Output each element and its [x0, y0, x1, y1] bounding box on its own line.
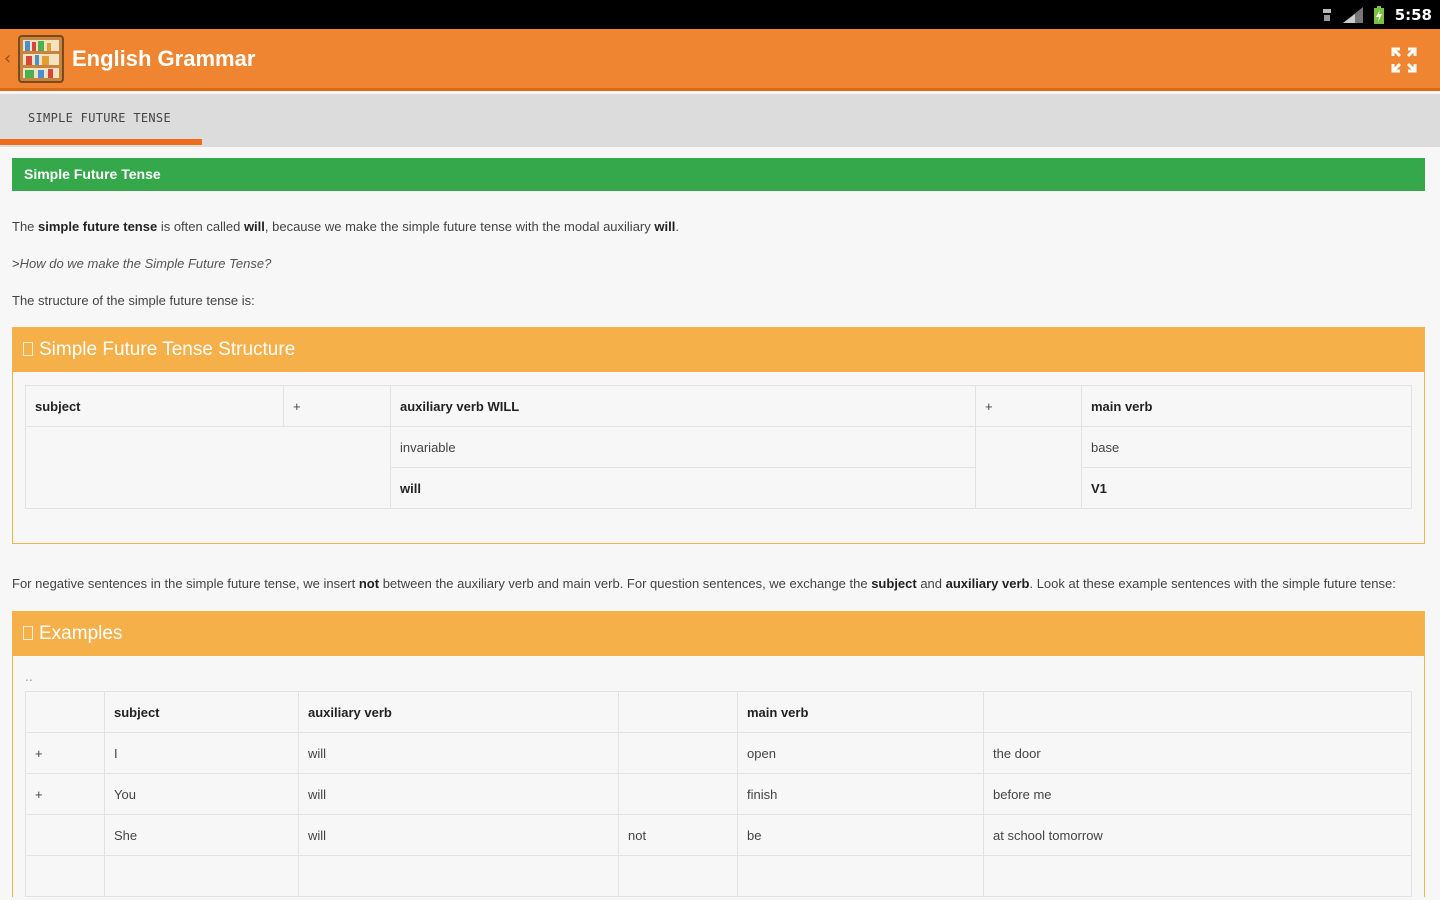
status-bar	[0, 0, 1440, 29]
table-cell: at school tomorrow	[984, 815, 1412, 856]
app-title: English Grammar	[72, 45, 256, 71]
table-cell	[619, 856, 738, 897]
table-row	[26, 774, 1412, 815]
examples-panel-header: Examples	[13, 612, 1424, 656]
examples-table	[25, 691, 1412, 897]
structure-intro: The structure of the simple future tense is:	[12, 293, 255, 308]
table-cell	[984, 692, 1412, 733]
table-cell: +	[284, 386, 391, 427]
table-cell: will	[391, 468, 976, 509]
box-icon	[23, 626, 33, 640]
table-header-cell: subject	[105, 692, 299, 733]
table-header-cell: auxiliary verb	[299, 692, 619, 733]
table-cell	[976, 427, 1082, 509]
table-cell: open	[738, 733, 984, 774]
section-title: Simple Future Tense	[12, 158, 1425, 191]
table-cell: main verb	[1082, 386, 1412, 427]
table-cell: will	[299, 774, 619, 815]
battery-icon	[1373, 6, 1385, 24]
table-cell: the door	[984, 733, 1412, 774]
box-icon	[23, 342, 33, 356]
table-cell: invariable	[391, 427, 976, 468]
table-cell: base	[1082, 427, 1412, 468]
table-cell: will	[299, 815, 619, 856]
tab-label: SIMPLE FUTURE TENSE	[28, 111, 171, 125]
table-cell: not	[619, 815, 738, 856]
negative-question-paragraph: For negative sentences in the simple future tense, we insert not between the auxiliary verb and main verb. For question sentences, we exchange the subject and auxiliary verb. Look at these example sentences with the simple future tense:	[12, 576, 1396, 591]
table-cell: +	[26, 733, 105, 774]
up-navigation-icon[interactable]: ‹	[4, 48, 12, 69]
table-cell	[984, 856, 1412, 897]
examples-panel	[12, 611, 1425, 897]
table-cell: subject	[26, 386, 284, 427]
table-cell: V1	[1082, 468, 1412, 509]
intro-paragraph: The simple future tense is often called will, because we make the simple future tense with the modal auxiliary will.	[12, 219, 679, 234]
lesson-content	[12, 158, 1425, 897]
structure-panel	[12, 327, 1425, 544]
table-cell	[738, 856, 984, 897]
table-row	[26, 856, 1412, 897]
table-row	[26, 427, 1412, 468]
question-line: >How do we make the Simple Future Tense?	[12, 256, 272, 271]
table-cell	[26, 815, 105, 856]
structure-table	[25, 385, 1412, 509]
fullscreen-icon[interactable]	[1390, 46, 1418, 74]
usb-debug-icon	[1321, 7, 1333, 23]
table-row	[26, 386, 1412, 427]
table-cell: She	[105, 815, 299, 856]
table-row	[26, 733, 1412, 774]
table-cell	[619, 733, 738, 774]
bookshelf-icon[interactable]	[18, 35, 64, 83]
table-cell: be	[738, 815, 984, 856]
table-cell	[26, 427, 391, 509]
table-cell: +	[26, 774, 105, 815]
action-bar	[0, 29, 1440, 91]
table-cell	[105, 856, 299, 897]
table-cell	[26, 692, 105, 733]
tab-simple-future-tense[interactable]	[0, 94, 202, 147]
table-cell: before me	[984, 774, 1412, 815]
structure-panel-header: Simple Future Tense Structure	[13, 328, 1424, 372]
table-cell: +	[976, 386, 1082, 427]
tab-strip	[0, 94, 1440, 147]
table-cell	[619, 692, 738, 733]
table-header-cell: main verb	[738, 692, 984, 733]
table-cell: will	[299, 733, 619, 774]
table-cell: auxiliary verb WILL	[391, 386, 976, 427]
table-cell: You	[105, 774, 299, 815]
table-cell: finish	[738, 774, 984, 815]
ellipsis: ..	[25, 670, 33, 684]
clock: 5:58	[1394, 5, 1432, 24]
tab-selected-indicator	[0, 139, 202, 145]
table-cell	[299, 856, 619, 897]
table-cell	[619, 774, 738, 815]
table-cell: I	[105, 733, 299, 774]
table-header-row	[26, 692, 1412, 733]
table-row	[26, 815, 1412, 856]
signal-icon	[1343, 7, 1363, 23]
table-cell	[26, 856, 105, 897]
